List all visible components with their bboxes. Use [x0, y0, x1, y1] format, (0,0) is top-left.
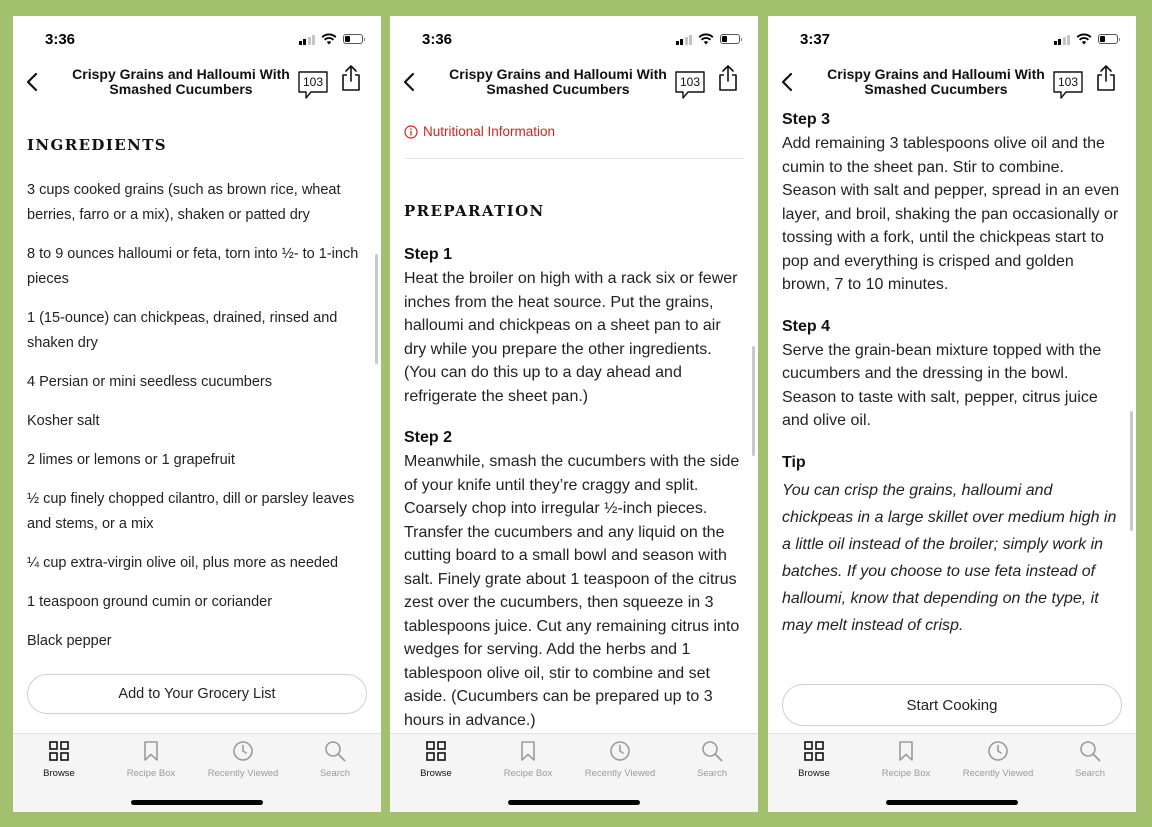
wifi-icon: [321, 33, 337, 45]
back-chevron-icon[interactable]: [776, 70, 800, 94]
ingredient-item: 8 to 9 ounces halloumi or feta, torn into ½- to 1-inch pieces: [27, 246, 359, 287]
ingredient-item: Kosher salt: [27, 413, 100, 429]
ingredients-content: [27, 110, 367, 732]
status-icons: [1054, 33, 1119, 45]
tab-recently-viewed[interactable]: [197, 740, 289, 779]
comments-button[interactable]: [297, 70, 329, 100]
tab-label: Browse: [43, 768, 75, 779]
share-icon[interactable]: [717, 64, 739, 92]
ingredient-item: Black pepper: [27, 633, 112, 649]
phone-screen-steps-and-tip: [768, 16, 1136, 812]
search-icon: [324, 740, 346, 762]
ingredient-item: 4 Persian or mini seedless cucumbers: [27, 374, 272, 390]
comments-button[interactable]: [1052, 70, 1084, 100]
ingredient-item: 3 cups cooked grains (such as brown rice, wheat berries, farro or a mix), shaken or patted dry: [27, 182, 341, 223]
start-cooking-button[interactable]: Start Cooking: [782, 684, 1122, 726]
step-title: Step 1: [404, 246, 453, 263]
nutritional-information-link[interactable]: [404, 124, 555, 139]
tab-label: Recipe Box: [881, 768, 931, 779]
nutritional-information-label: Nutritional Information: [423, 124, 556, 139]
battery-icon: [343, 34, 363, 44]
comment-count: 103: [679, 75, 701, 89]
cellular-signal-icon: [1054, 34, 1071, 45]
info-icon: [404, 125, 418, 139]
phone-screen-ingredients: [13, 16, 381, 812]
back-chevron-icon[interactable]: [398, 70, 422, 94]
scroll-indicator[interactable]: [752, 346, 755, 456]
tab-browse[interactable]: [768, 740, 860, 779]
ingredients-heading: INGREDIENTS: [27, 136, 167, 154]
nav-header: [390, 60, 758, 110]
wifi-icon: [698, 33, 714, 45]
tab-label: Browse: [798, 768, 830, 779]
recipe-title: Crispy Grains and Halloumi With Smashed Cucumbers: [827, 66, 1045, 97]
browse-grid-icon: [48, 740, 70, 762]
share-icon[interactable]: [340, 64, 362, 92]
step-title: Step 4: [782, 317, 831, 335]
tab-label: Search: [319, 768, 351, 779]
tab-search[interactable]: [1044, 740, 1136, 779]
tab-label: Recently Viewed: [584, 768, 656, 779]
nav-header: [13, 60, 381, 110]
nav-header: [768, 60, 1136, 110]
tab-label: Recently Viewed: [207, 768, 279, 779]
home-indicator[interactable]: [131, 800, 263, 805]
ingredient-item: 2 limes or lemons or 1 grapefruit: [27, 452, 235, 468]
step-text: Serve the grain-bean mixture topped with the cucumbers and the dressing in the bowl. Season to taste with salt, pepper, citrus juice and olive oil.: [782, 341, 1102, 429]
status-bar: [390, 16, 758, 60]
preparation-content: [404, 110, 744, 732]
tab-label: Search: [1074, 768, 1106, 779]
phone-screen-preparation: [390, 16, 758, 812]
add-to-grocery-list-button[interactable]: Add to Your Grocery List: [27, 674, 367, 714]
status-time: 3:37: [800, 31, 831, 48]
scroll-indicator[interactable]: [375, 254, 378, 364]
scroll-indicator[interactable]: [1130, 411, 1133, 531]
recipe-title: Crispy Grains and Halloumi With Smashed Cucumbers: [72, 66, 290, 97]
tab-recipe-box[interactable]: [860, 740, 952, 779]
back-chevron-icon[interactable]: [21, 70, 45, 94]
steps-list: [782, 110, 1122, 639]
status-bar: [13, 16, 381, 60]
bookmark-icon: [517, 740, 539, 762]
cellular-signal-icon: [299, 34, 316, 45]
tab-label: Recipe Box: [126, 768, 176, 779]
tab-label: Recipe Box: [503, 768, 553, 779]
status-time: 3:36: [45, 31, 76, 48]
home-indicator[interactable]: [886, 800, 1018, 805]
status-icons: [299, 33, 364, 45]
cellular-signal-icon: [676, 34, 693, 45]
tab-search[interactable]: [289, 740, 381, 779]
step-text: Meanwhile, smash the cucumbers with the side of your knife until they’re craggy and split. Coarsely chop into irregular ½-inch pieces. Transfer the cucumbers and any liquid on the cutting board to a small bowl and season with salt. Finely grate about 1 teaspoon of the citrus zest over the cucumbers, then squeeze in 3 tablespoons juice. Cut any remaining citrus into wedges for serving. Add the herbs and 1 tablespoon olive oil, stir to combine and set aside. (Cucumbers can be prepared up to 3 hours in advance.): [404, 453, 740, 729]
step-text: Add remaining 3 tablespoons olive oil and the cumin to the sheet pan. Stir to combine. Season with salt and pepper, spread in an even layer, and broil, shaking the pan occasionally or tossing with a fork, until the chickpeas start to pop and everything is crisped and golden brown, 7 to 10 minutes.: [782, 135, 1120, 293]
tab-recipe-box[interactable]: [482, 740, 574, 779]
step-text: Heat the broiler on high with a rack six or fewer inches from the heat source. Put the grains, halloumi and chickpeas on a sheet pan to air dry while you prepare the other ingredients. (You can do this up to a day ahead and refrigerate the sheet pan.): [404, 270, 738, 405]
tab-label: Browse: [420, 768, 452, 779]
tab-recently-viewed[interactable]: [574, 740, 666, 779]
comment-count: 103: [302, 75, 324, 89]
tab-recently-viewed[interactable]: [952, 740, 1044, 779]
battery-icon: [720, 34, 740, 44]
clock-icon: [609, 740, 631, 762]
comments-button[interactable]: [674, 70, 706, 100]
search-icon: [1079, 740, 1101, 762]
tab-search[interactable]: [666, 740, 758, 779]
ingredient-item: ¼ cup extra-virgin olive oil, plus more as needed: [27, 555, 339, 571]
step-title: Step 2: [404, 429, 453, 446]
bookmark-icon: [895, 740, 917, 762]
browse-grid-icon: [425, 740, 447, 762]
ingredient-item: ½ cup finely chopped cilantro, dill or parsley leaves and stems, or a mix: [27, 491, 355, 532]
tab-browse[interactable]: [13, 740, 105, 779]
wifi-icon: [1076, 33, 1092, 45]
ingredient-item: 1 teaspoon ground cumin or coriander: [27, 594, 273, 610]
tab-browse[interactable]: [390, 740, 482, 779]
status-time: 3:36: [422, 31, 453, 48]
clock-icon: [232, 740, 254, 762]
battery-icon: [1098, 34, 1118, 44]
comment-count: 103: [1057, 75, 1079, 89]
steps-content: [782, 110, 1122, 732]
clock-icon: [987, 740, 1009, 762]
ingredient-list: [27, 178, 361, 668]
tab-recipe-box[interactable]: [105, 740, 197, 779]
home-indicator[interactable]: [508, 800, 640, 805]
divider: [404, 158, 744, 159]
steps-list: [404, 243, 744, 732]
recipe-title: Crispy Grains and Halloumi With Smashed Cucumbers: [449, 66, 667, 97]
status-bar: [768, 16, 1136, 60]
share-icon[interactable]: [1095, 64, 1117, 92]
search-icon: [701, 740, 723, 762]
preparation-heading: PREPARATION: [404, 202, 545, 220]
tab-label: Recently Viewed: [962, 768, 1034, 779]
tip-title: Tip: [782, 453, 806, 471]
browse-grid-icon: [803, 740, 825, 762]
ingredient-item: 1 (15-ounce) can chickpeas, drained, rinsed and shaken dry: [27, 310, 338, 351]
bookmark-icon: [140, 740, 162, 762]
status-icons: [676, 33, 741, 45]
tab-label: Search: [696, 768, 728, 779]
tip-text: You can crisp the grains, halloumi and chickpeas in a large skillet over medium high in a little oil instead of the broiler; simply work in batches. If you choose to use feta instead of halloumi, know that depending on the type, it may melt instead of crisp.: [782, 481, 1117, 634]
step-title: Step 3: [782, 111, 831, 128]
